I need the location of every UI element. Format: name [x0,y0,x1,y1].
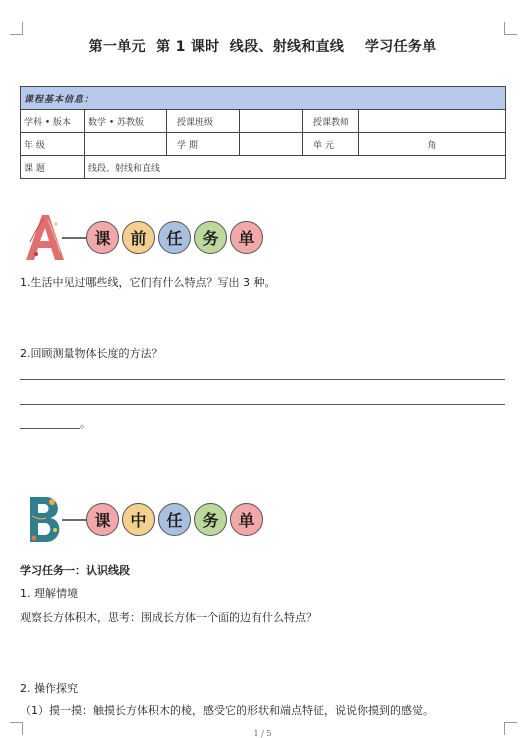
title-bubble: 任 [158,503,191,536]
bubble-row [86,219,266,255]
course-info-table [20,86,506,179]
table-cell: 学科 • 版本 [21,110,85,133]
table-cell [240,133,303,156]
title-bubble: 课 [86,221,119,254]
answer-line [20,428,80,429]
table-cell: 线段、射线和直线 [85,156,506,179]
table-cell [85,133,167,156]
table-cell: 授课教师 [303,110,359,133]
table-cell: 学 期 [167,133,240,156]
title-bubble: 课 [86,503,119,536]
task-title: 学习任务一：认识线段 [20,564,130,577]
connector-line [62,519,88,521]
page-number: 1 / 5 [253,729,272,738]
title-bubble: 务 [194,221,227,254]
item-1-heading: 1. 理解情境 [20,587,78,600]
table-cell [240,110,303,133]
table-cell: 单 元 [303,133,359,156]
page-corner-mark [10,22,23,35]
table-header: 课程基本信息： [21,87,506,110]
item-1-text: 观察长方体积木，思考：围成长方体一个面的边有什么特点？ [20,611,317,624]
table-cell: 授课班级 [167,110,240,133]
question-2: 2.回顾测量物体长度的方法？ [20,347,163,360]
document-title: 第一单元 第 1 课时 线段、射线和直线 学习任务单 [88,39,437,55]
page-corner-mark [504,22,517,35]
table-cell: 角 [359,133,506,156]
table-cell: 数学 • 苏教版 [85,110,167,133]
table-cell [359,110,506,133]
answer-line [20,404,505,405]
table-cell: 课 题 [21,156,85,179]
question-1: 1.生活中见过哪些线，它们有什么特点？写出 3 种。 [20,276,276,289]
item-2-heading: 2. 操作探究 [20,682,78,695]
table-cell: 年 级 [21,133,85,156]
end-mark: 。 [80,417,91,430]
title-bubble: 务 [194,503,227,536]
item-2-text: （1）摸一摸：触摸长方体积木的棱，感受它的形状和端点特征，说说你摸到的感觉。 [20,704,434,717]
title-bubble: 单 [230,503,263,536]
title-bubble: 任 [158,221,191,254]
bubble-row [86,501,266,537]
connector-line [62,237,88,239]
title-bubble: 前 [122,221,155,254]
title-bubble: 中 [122,503,155,536]
title-bubble: 单 [230,221,263,254]
answer-line [20,379,505,380]
